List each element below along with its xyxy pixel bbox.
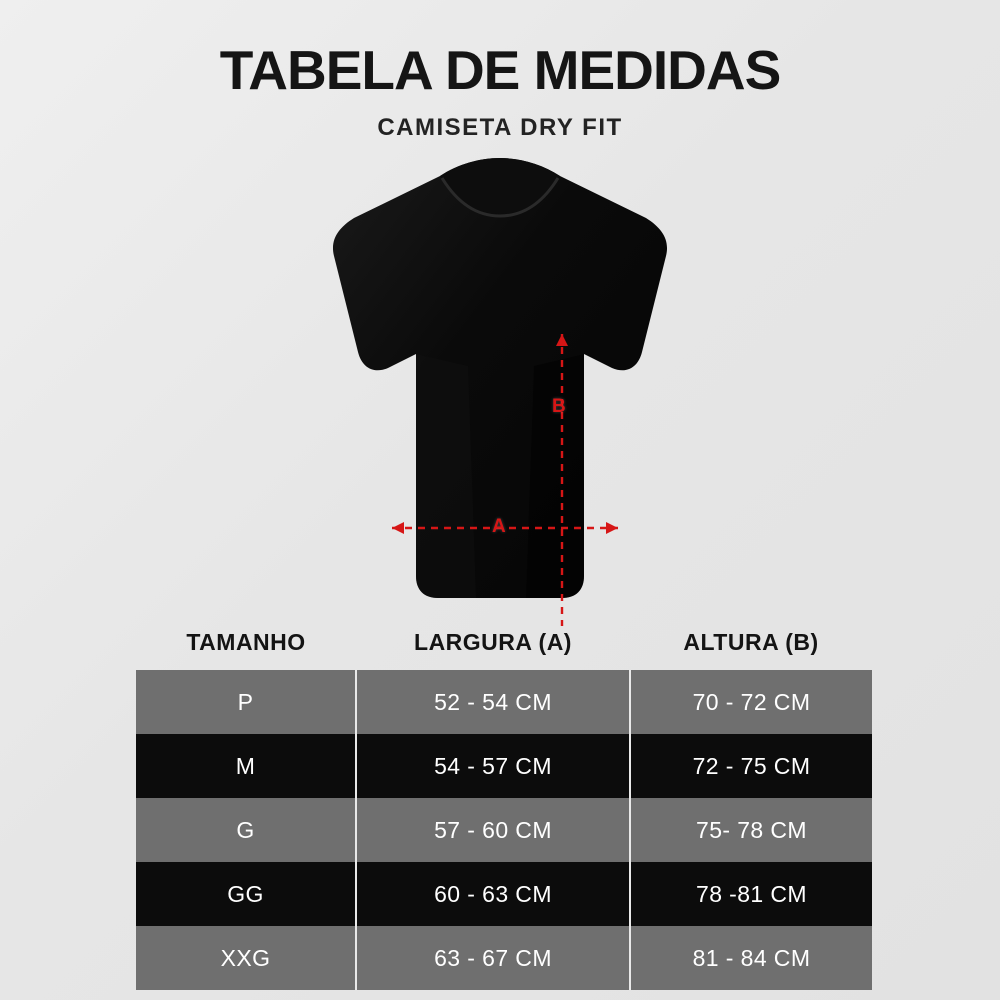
height-marker-label: B [552, 395, 566, 417]
column-header-width: LARGURA (A) [414, 629, 572, 655]
cell-size: XXG [136, 926, 356, 990]
size-table [136, 628, 872, 990]
cell-height: 72 - 75 CM [630, 734, 872, 798]
cell-height: 78 -81 CM [630, 862, 872, 926]
measurement-guides [0, 156, 1000, 626]
page-subtitle: CAMISETA DRY FIT [377, 113, 623, 141]
cell-size: P [136, 670, 356, 734]
header [0, 0, 1000, 142]
cell-height: 75- 78 CM [630, 798, 872, 862]
cell-height: 81 - 84 CM [630, 926, 872, 990]
cell-width: 60 - 63 CM [356, 862, 630, 926]
cell-height: 70 - 72 CM [630, 670, 872, 734]
column-header-height: ALTURA (B) [683, 629, 819, 655]
table-header-row [136, 628, 872, 670]
column-header-size: TAMANHO [186, 629, 306, 655]
table-row [136, 862, 872, 926]
cell-width: 57 - 60 CM [356, 798, 630, 862]
table-row [136, 734, 872, 798]
cell-size: M [136, 734, 356, 798]
cell-width: 52 - 54 CM [356, 670, 630, 734]
table-row [136, 926, 872, 990]
shirt-illustration [0, 156, 1000, 626]
table-row [136, 798, 872, 862]
cell-size: GG [136, 862, 356, 926]
width-marker-label: A [492, 515, 506, 537]
size-table-container [136, 628, 866, 990]
page-title: TABELA DE MEDIDAS [219, 39, 781, 101]
cell-width: 63 - 67 CM [356, 926, 630, 990]
cell-width: 54 - 57 CM [356, 734, 630, 798]
table-row [136, 670, 872, 734]
cell-size: G [136, 798, 356, 862]
